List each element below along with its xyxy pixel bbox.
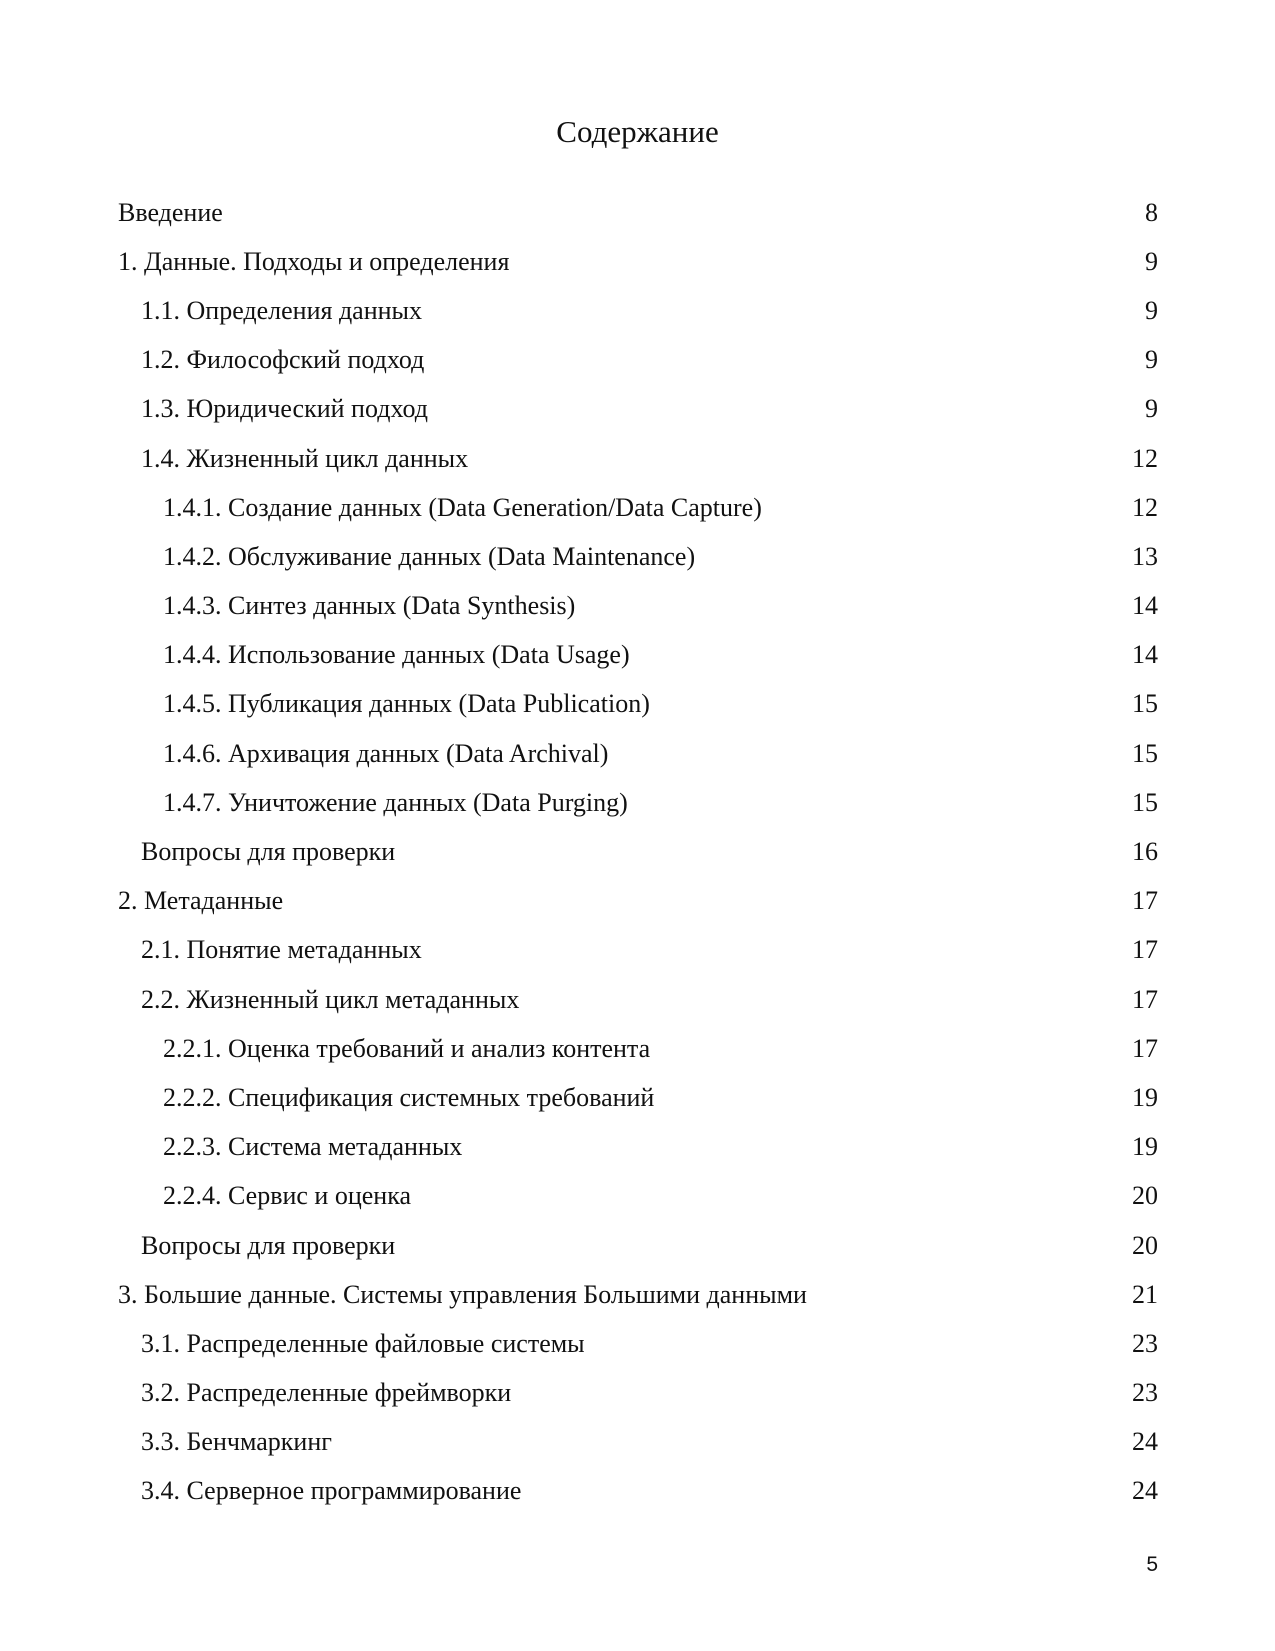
toc-entry-page: 15: [1132, 787, 1158, 817]
toc-entry-page: 12: [1132, 492, 1158, 522]
page-number: 5: [1146, 1553, 1158, 1576]
toc-entry[interactable]: [118, 434, 1158, 483]
toc-entry-label: 1.4.7. Уничтожение данных (Data Purging): [163, 787, 628, 817]
toc-entry-page: 15: [1132, 689, 1158, 719]
toc-entry-page: 23: [1132, 1378, 1158, 1408]
toc-entry-page: 17: [1132, 984, 1158, 1014]
toc-entry-page: 9: [1145, 246, 1158, 276]
toc-entry-label: 2.2.1. Оценка требований и анализ контента: [163, 1033, 651, 1063]
toc-entry[interactable]: [118, 1369, 1158, 1418]
toc-entry-page: 17: [1132, 935, 1158, 965]
toc-entry[interactable]: [118, 1172, 1158, 1221]
toc-entry[interactable]: [118, 1024, 1158, 1073]
toc-entry[interactable]: [118, 532, 1158, 581]
toc-entry-label: 1.4.1. Создание данных (Data Generation/Data Capture): [163, 492, 762, 522]
toc-entry-label: 1.4.3. Синтез данных (Data Synthesis): [163, 591, 576, 621]
toc-entry-label: 1.4.6. Архивация данных (Data Archival): [163, 738, 609, 768]
toc-entry-label: 2.1. Понятие метаданных: [141, 935, 422, 965]
toc-entry-page: 20: [1132, 1181, 1158, 1211]
toc-entry[interactable]: [118, 1270, 1158, 1319]
toc-entry-page: 9: [1145, 394, 1158, 424]
toc-entry[interactable]: [118, 582, 1158, 631]
toc-entry-label: 3. Большие данные. Системы управления Большими данными: [118, 1279, 807, 1309]
toc-entry-label: 1.4.4. Использование данных (Data Usage): [163, 640, 630, 670]
toc-entry-page: 9: [1145, 295, 1158, 325]
toc-entry-page: 21: [1132, 1279, 1158, 1309]
toc-entry-label: 1.1. Определения данных: [141, 295, 423, 325]
toc-entry[interactable]: [118, 286, 1158, 335]
toc-entry[interactable]: [118, 827, 1158, 876]
toc-entry[interactable]: [118, 336, 1158, 385]
toc-entry-label: 2.2.3. Система метаданных: [163, 1132, 463, 1162]
toc-entry-label: 3.1. Распределенные файловые системы: [141, 1328, 585, 1358]
table-of-contents: [118, 188, 1158, 1516]
toc-entry-page: 13: [1132, 541, 1158, 571]
toc-entry[interactable]: [118, 1467, 1158, 1516]
toc-entry-page: 8: [1145, 197, 1158, 227]
toc-entry-label: 1.4.2. Обслуживание данных (Data Maintenance): [163, 541, 696, 571]
toc-entry-page: 23: [1132, 1328, 1158, 1358]
toc-entry-page: 12: [1132, 443, 1158, 473]
toc-entry[interactable]: [118, 385, 1158, 434]
toc-entry-label: 3.4. Серверное программирование: [141, 1476, 522, 1506]
toc-entry-page: 17: [1132, 886, 1158, 916]
toc-entry-page: 19: [1132, 1082, 1158, 1112]
toc-entry[interactable]: [118, 1221, 1158, 1270]
toc-entry[interactable]: [118, 188, 1158, 237]
toc-entry-label: 1.3. Юридический подход: [141, 394, 428, 424]
toc-entry-page: 16: [1132, 837, 1158, 867]
toc-entry-label: 2. Метаданные: [118, 886, 284, 916]
page-title: Содержание: [556, 114, 719, 149]
toc-entry[interactable]: [118, 729, 1158, 778]
toc-entry[interactable]: [118, 778, 1158, 827]
toc-entry[interactable]: [118, 1073, 1158, 1122]
toc-entry[interactable]: [118, 1319, 1158, 1368]
toc-entry-label: Вопросы для проверки: [141, 1230, 396, 1260]
toc-entry[interactable]: [118, 975, 1158, 1024]
toc-entry-page: 15: [1132, 738, 1158, 768]
toc-entry-label: Введение: [118, 197, 223, 227]
toc-entry-page: 14: [1132, 640, 1158, 670]
toc-entry[interactable]: [118, 1123, 1158, 1172]
toc-entry-label: 2.2.2. Спецификация системных требований: [163, 1082, 655, 1112]
toc-entry-page: 14: [1132, 591, 1158, 621]
toc-entry[interactable]: [118, 631, 1158, 680]
toc-entry-label: Вопросы для проверки: [141, 837, 396, 867]
toc-entry-label: 1.2. Философский подход: [141, 345, 425, 375]
toc-entry[interactable]: [118, 1418, 1158, 1467]
toc-entry-label: 2.2. Жизненный цикл метаданных: [141, 984, 520, 1014]
toc-entry-label: 1.4.5. Публикация данных (Data Publication): [163, 689, 650, 719]
toc-entry-label: 1.4. Жизненный цикл данных: [141, 443, 469, 473]
toc-entry[interactable]: [118, 926, 1158, 975]
toc-entry[interactable]: [118, 483, 1158, 532]
toc-entry[interactable]: [118, 680, 1158, 729]
toc-entry-label: 2.2.4. Сервис и оценка: [163, 1181, 411, 1211]
toc-entry-page: 24: [1132, 1427, 1158, 1457]
toc-entry-page: 9: [1145, 345, 1158, 375]
toc-entry[interactable]: [118, 877, 1158, 926]
toc-entry-label: 3.2. Распределенные фреймворки: [141, 1378, 512, 1408]
toc-entry-page: 17: [1132, 1033, 1158, 1063]
toc-entry-page: 20: [1132, 1230, 1158, 1260]
toc-entry-page: 24: [1132, 1476, 1158, 1506]
toc-entry[interactable]: [118, 237, 1158, 286]
toc-entry-label: 3.3. Бенчмаркинг: [141, 1427, 332, 1457]
toc-entry-label: 1. Данные. Подходы и определения: [118, 246, 510, 276]
toc-entry-page: 19: [1132, 1132, 1158, 1162]
